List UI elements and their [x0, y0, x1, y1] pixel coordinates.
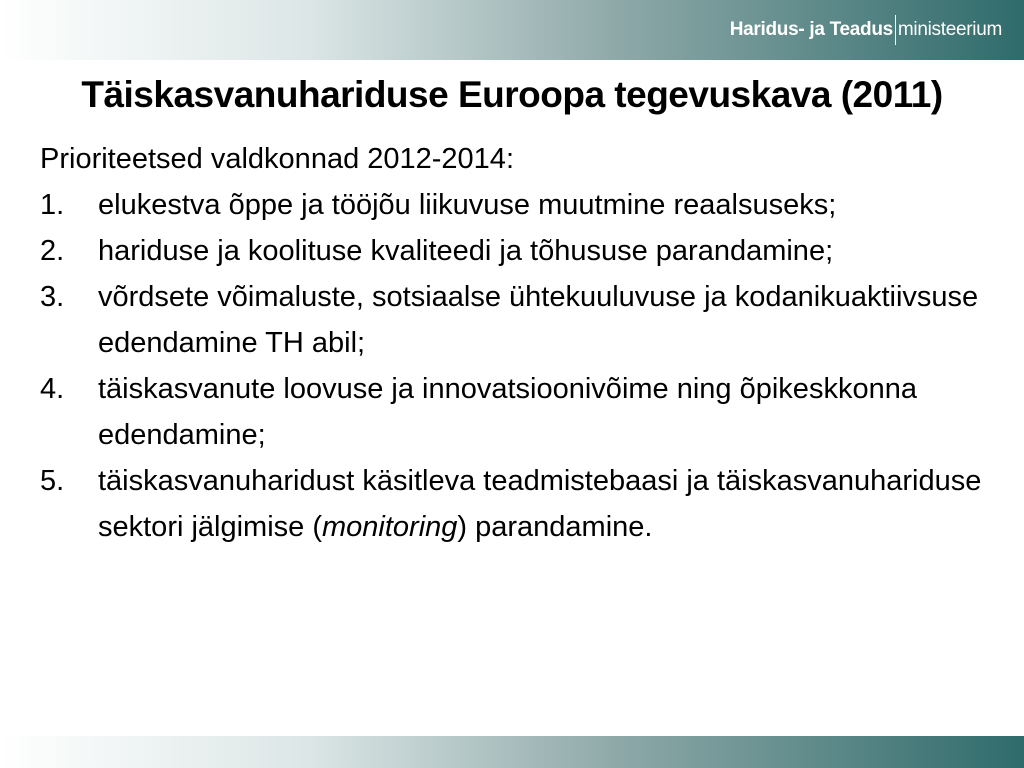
- intro-text: Prioriteetsed valdkonnad 2012-2014:: [40, 143, 514, 175]
- list-item: [40, 458, 990, 550]
- list-item: [40, 274, 990, 366]
- list-item-text-start: täiskasvanuharidust käsitleva teadmistebaasi ja täiskasvanuhariduse sektori jälgimise (: [98, 465, 982, 543]
- footer-gradient-band: [0, 736, 1024, 768]
- slide-title: Täiskasvanuhariduse Euroopa tegevuskava (2011): [81, 74, 943, 115]
- list-item-text: hariduse ja koolituse kvaliteedi ja tõhususe parandamine;: [98, 235, 834, 267]
- list-item: [40, 228, 990, 274]
- priority-list: [40, 182, 990, 550]
- list-item-text: elukestva õppe ja tööjõu liikuvuse muutmine reaalsuseks;: [98, 189, 837, 221]
- logo-divider: [895, 15, 896, 45]
- list-item-number: 1.: [40, 189, 65, 221]
- list-item-text: täiskasvanute loovuse ja innovatsioonivõime ning õpikeskkonna edendamine;: [98, 373, 917, 451]
- list-item-number: 2.: [40, 235, 65, 267]
- list-item-number: 5.: [40, 465, 65, 497]
- list-item-number: 4.: [40, 373, 65, 405]
- list-item-text-end: ) parandamine.: [457, 511, 653, 543]
- list-item-number: 3.: [40, 281, 65, 313]
- ministry-logo: [730, 14, 1002, 46]
- logo-text-secondary: ministeerium: [897, 19, 1002, 40]
- slide-content: [40, 136, 990, 550]
- list-item-text-emphasis: monitoring: [322, 511, 458, 543]
- list-item-text: võrdsete võimaluste, sotsiaalse ühtekuuluvuse ja kodanikuaktiivsuse edendamine TH abil;: [98, 281, 979, 359]
- list-item: [40, 366, 990, 458]
- logo-text-primary: Haridus- ja Teadus: [729, 19, 893, 40]
- list-item: [40, 182, 990, 228]
